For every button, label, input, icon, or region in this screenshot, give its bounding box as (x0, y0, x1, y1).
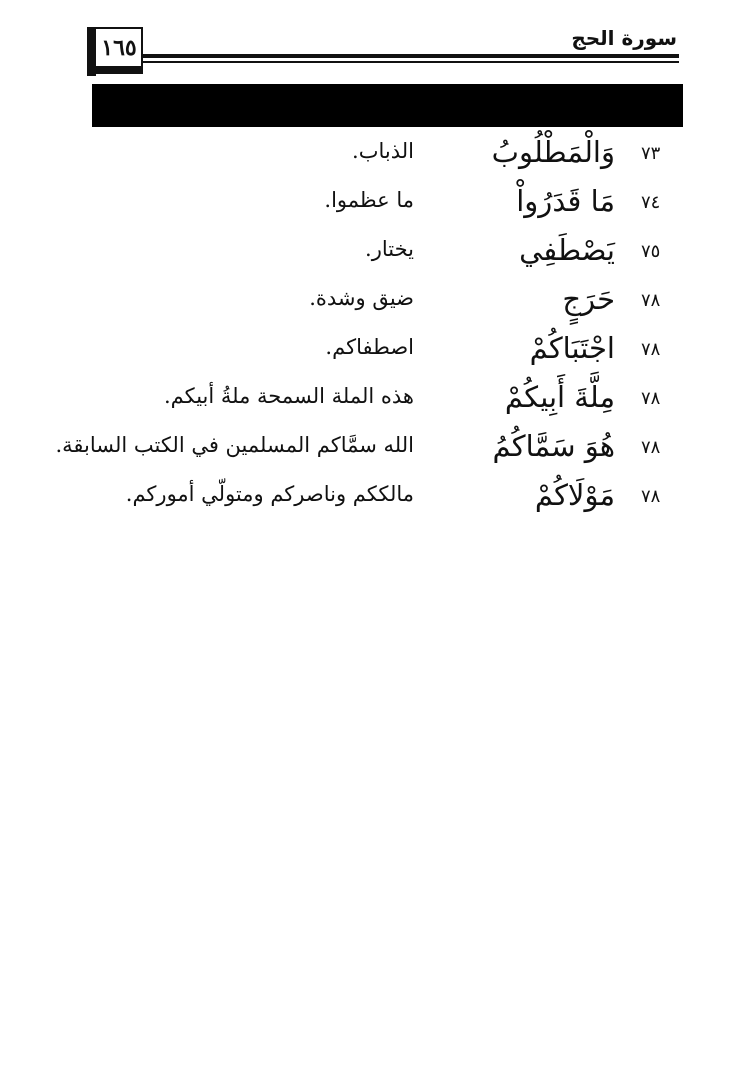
glossary-entry (0, 133, 755, 182)
section-banner (92, 84, 683, 127)
quran-word: يَصْطَفِي (519, 233, 615, 267)
glossary-entry (0, 182, 755, 231)
verse-number: ٧٨ (641, 437, 661, 458)
quran-word: مَوْلَاكُمْ (534, 478, 615, 512)
page-number-box (87, 27, 143, 74)
word-meaning: ضيق وشدة. (309, 286, 414, 310)
verse-number: ٧٨ (641, 290, 661, 311)
verse-number: ٧٨ (641, 486, 661, 507)
verse-number: ٧٤ (641, 192, 661, 213)
verse-number: ٧٨ (641, 339, 661, 360)
page-number: ١٦٥ (101, 35, 137, 61)
verse-number: ٧٨ (641, 388, 661, 409)
quran-word: مَا قَدَرُواْ (516, 184, 615, 218)
quran-word: حَرَجٍ (562, 282, 615, 316)
word-meaning: ما عظموا. (324, 188, 414, 212)
quran-word: هُوَ سَمَّاكُمُ (492, 429, 615, 463)
glossary-entry (0, 427, 755, 476)
word-meaning: مالككم وناصركم ومتولّي أموركم. (125, 482, 414, 506)
word-meaning: الله سمَّاكم المسلمين في الكتب السابقة. (55, 433, 414, 457)
header-rule-thick (143, 54, 679, 58)
header-rule-thin (143, 61, 679, 63)
page-number-shadow-bottom (87, 66, 143, 74)
word-meaning: اصطفاكم. (325, 335, 414, 359)
verse-number: ٧٣ (641, 143, 661, 164)
word-meaning: الذباب. (352, 139, 414, 163)
glossary-entry (0, 476, 755, 525)
quran-word: وَالْمَطْلُوبُ (491, 135, 615, 169)
glossary-entry (0, 329, 755, 378)
word-meaning: هذه الملة السمحة ملةُ أبيكم. (163, 384, 414, 408)
verse-number: ٧٥ (641, 241, 661, 262)
quran-word: مِلَّةَ أَبِيكُمْ (504, 380, 615, 414)
glossary-entry (0, 280, 755, 329)
glossary-entry (0, 378, 755, 427)
surah-title: سورة الحج (571, 26, 677, 50)
word-meaning: يختار. (365, 237, 414, 261)
glossary-entry (0, 231, 755, 280)
quran-word: اجْتَبَاكُمْ (529, 331, 615, 365)
glossary-list (0, 133, 755, 525)
